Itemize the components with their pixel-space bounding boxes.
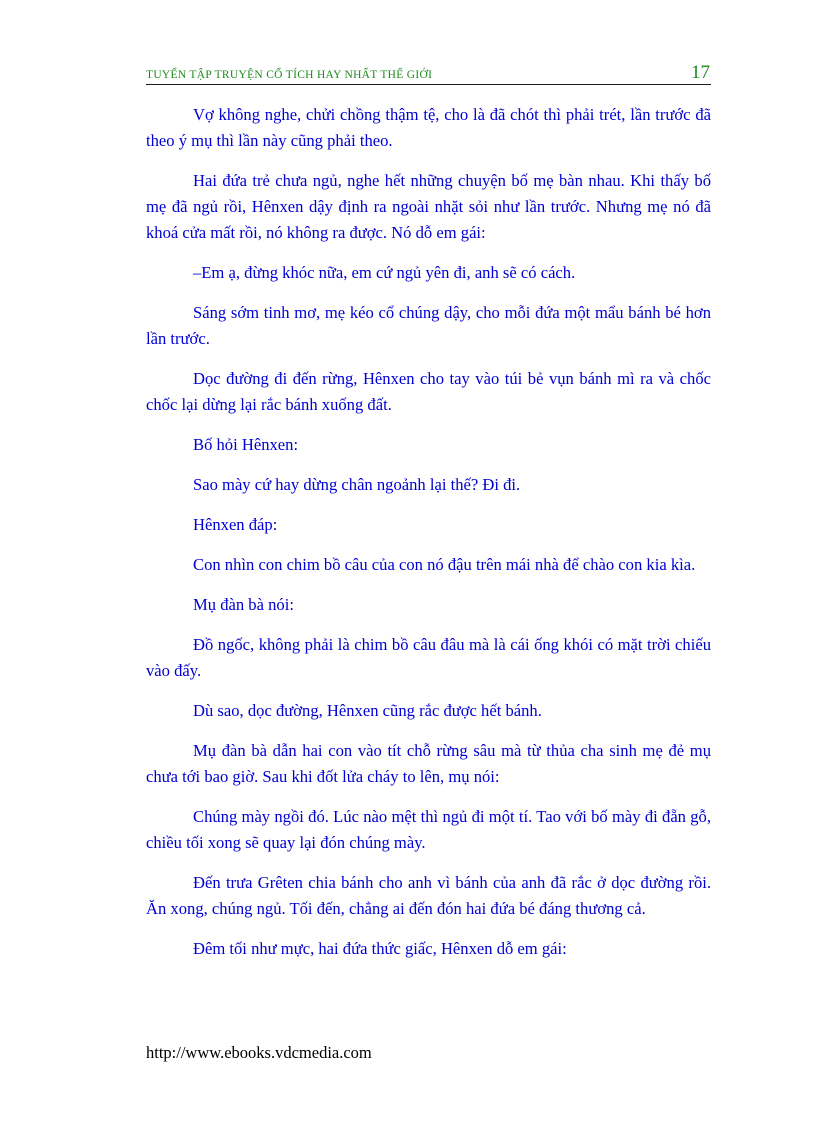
paragraph: Sao mày cứ hay dừng chân ngoảnh lại thế? Đi đi. — [193, 475, 521, 494]
paragraph: Hai đứa trẻ chưa ngủ, nghe hết những chuyện bố mẹ bàn nhau. Khi thấy bố mẹ đã ngủ rồi, Hênxen dậy định ra ngoài nhặt sỏi như lần trước. Nhưng mẹ nó đã khoá cửa mất rồi, nó không ra được. Nó dỗ em gái: — [146, 171, 711, 242]
paragraph: Mụ đàn bà dẫn hai con vào tít chỗ rừng sâu mà từ thủa cha sinh mẹ đẻ mụ chưa tới bao giờ. Sau khi đốt lửa cháy to lên, mụ nói: — [146, 741, 711, 786]
paragraph: Mụ đàn bà nói: — [193, 595, 294, 614]
paragraph: Sáng sớm tinh mơ, mẹ kéo cổ chúng dậy, cho mỗi đứa một mẩu bánh bé hơn lần trước. — [146, 303, 711, 348]
paragraph: –Em ạ, đừng khóc nữa, em cứ ngủ yên đi, anh sẽ có cách. — [193, 263, 576, 282]
paragraph: Hênxen đáp: — [193, 515, 278, 534]
paragraph: Bố hỏi Hênxen: — [193, 435, 299, 454]
paragraph: Đến trưa Grêten chia bánh cho anh vì bánh của anh đã rắc ở dọc đường rồi. Ăn xong, chúng ngủ. Tối đến, chẳng ai đến đón hai đứa bé đáng thương cả. — [146, 873, 711, 918]
paragraph: Con nhìn con chim bồ câu của con nó đậu trên mái nhà để chào con kia kìa. — [193, 555, 696, 574]
paragraph: Đêm tối như mực, hai đứa thức giấc, Hênxen dỗ em gái: — [193, 939, 567, 958]
story-text — [146, 102, 711, 976]
paragraph: Vợ không nghe, chửi chồng thậm tệ, cho là đã chót thì phải trét, lần trước đã theo ý mụ thì lần này cũng phải theo. — [146, 105, 711, 150]
running-header — [146, 60, 711, 85]
page-number: 17 — [691, 62, 710, 83]
footer-link[interactable]: http://www.ebooks.vdcmedia.com — [146, 1043, 372, 1062]
paragraph: Dọc đường đi đến rừng, Hênxen cho tay vào túi bẻ vụn bánh mì ra và chốc chốc lại dừng lại rắc bánh xuống đất. — [146, 369, 711, 414]
book-title: TUYỂN TẬP TRUYỆN CỔ TÍCH HAY NHẤT THẾ GIỚI — [146, 69, 433, 81]
paragraph: Dù sao, dọc đường, Hênxen cũng rắc được hết bánh. — [193, 701, 542, 720]
paragraph: Đồ ngốc, không phải là chim bồ câu đâu mà là cái ống khói có mặt trời chiếu vào đấy. — [146, 635, 711, 680]
paragraph: Chúng mày ngồi đó. Lúc nào mệt thì ngủ đi một tí. Tao với bố mày đi đẵn gỗ, chiều tối xong sẽ quay lại đón chúng mày. — [146, 807, 711, 852]
